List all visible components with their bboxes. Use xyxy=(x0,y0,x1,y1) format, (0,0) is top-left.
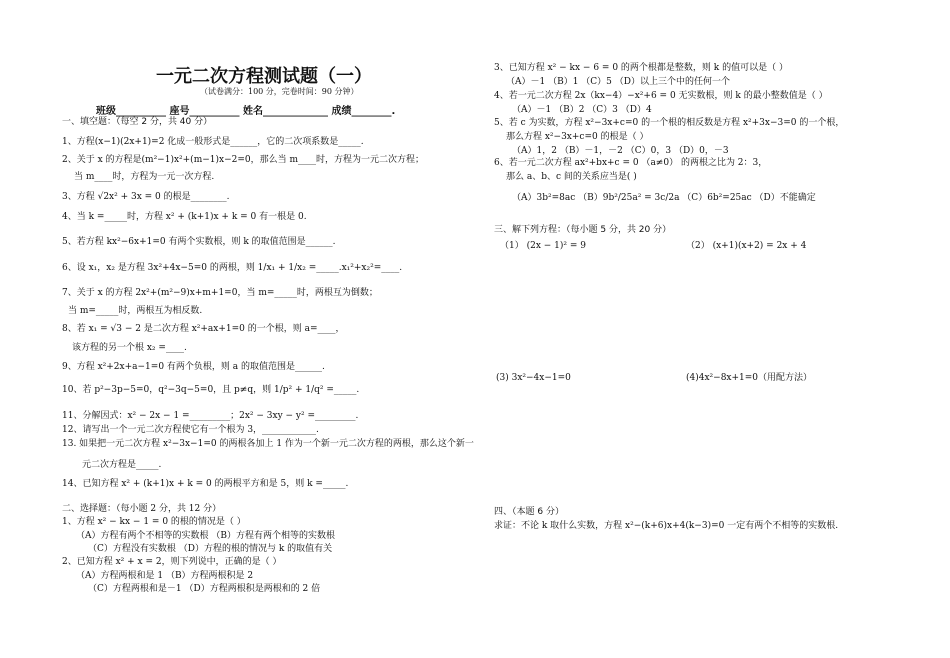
exam-info: （试卷满分：100 分，完卷时间：90 分钟） xyxy=(200,87,359,96)
question: 8、若 x₁ = √3 − 2 是二次方程 x²+ax+1=0 的一个根，则 a=____， xyxy=(62,324,345,334)
question: 10、若 p²−3p−5=0，q²−3q−5=0，且 p≠q，则 1/p² + 1/q² =_____. xyxy=(62,385,360,395)
question-cont: 当 m=_____时，两根互为相反数. xyxy=(68,306,203,316)
section-heading: 一、填空题：（每空 2 分，共 40 分） xyxy=(62,117,213,127)
question: 求证：不论 k 取什么实数，方程 x²−(k+6)x+4(k−3)=0 一定有两个不相等的实数根. xyxy=(494,521,839,531)
question: 14、已知方程 x² + (k+1)x + k = 0 的两根平方和是 5，则 k =_____. xyxy=(62,479,349,489)
question: 3、方程 √2x² + 3x = 0 的根是________. xyxy=(62,192,230,202)
question: 2、关于 x 的方程是(m²−1)x²+(m−1)x−2=0，那么当 m____时，方程为一元二次方程； xyxy=(62,155,425,165)
option-line: （A）1，2 （B）－1，－2 （C）0，3 （D）0，－3 xyxy=(512,146,729,156)
question: 9、方程 x²+2x+a−1=0 有两个负根，则 a 的取值范围是______. xyxy=(62,362,325,372)
question: 13. 如果把一元二次方程 x²−3x−1=0 的两根各加上 1 作为一个新一元二次方程的两根，那么这个新一 xyxy=(62,439,474,449)
option-line: （A）－1 （B）1 （C）5 （D）以上三个中的任何一个 xyxy=(506,77,730,87)
option-line: （A）方程有两个不相等的实数根 （B）方程有两个相等的实数根 xyxy=(76,531,335,541)
equation: （1） (2x − 1)² = 9 xyxy=(500,241,586,251)
question: 4、当 k =_____时，方程 x² + (k+1)x + k = 0 有一根是 0. xyxy=(62,212,307,222)
question: 3、已知方程 x² − kx − 6 = 0 的两个根都是整数，则 k 的值可以是（ ） xyxy=(494,63,788,73)
question-cont: 那么方程 x²−3x+c=0 的根是（ ） xyxy=(506,132,649,142)
equation: (4)4x²−8x+1=0（用配方法） xyxy=(686,373,813,383)
option-line: （A）－1 （B）2 （C）3 （D）4 xyxy=(512,105,652,115)
question: 6、设 x₁，x₂ 是方程 3x²+4x−5=0 的两根，则 1/x₁ + 1/x₂ =_____.x₁²+x₂²=____. xyxy=(62,263,403,273)
question-cont: 那么 a、b、c 间的关系应当是( ) xyxy=(506,172,637,182)
question: 2、已知方程 x² + x = 2，则下列说中，正确的是（ ） xyxy=(62,557,282,567)
question: 1、方程(x−1)(2x+1)=2 化成一般形式是______，它的二次项系数是_____. xyxy=(62,137,364,147)
question: 12、请写出一个一元二次方程使它有一个根为 3，____________. xyxy=(62,425,319,435)
question-cont: 元二次方程是_____. xyxy=(82,460,162,470)
section-heading: 三、解下列方程：（每小题 5 分，共 20 分） xyxy=(494,225,672,235)
section-heading: 四、（本题 6 分） xyxy=(494,507,564,517)
question: 5、若 c 为实数，方程 x²−3x+c=0 的一个根的相反数是方程 x²+3x−3=0 的一个根， xyxy=(494,118,845,128)
equation: （2） (x+1)(x+2) = 2x + 4 xyxy=(686,241,807,251)
option-line: （A）3b²=8ac （B）9b²/25a² = 3c/2a （C）6b²=25ac （D）不能确定 xyxy=(512,193,816,203)
question: 4、若一元二次方程 2x（kx−4）−x²+6 = 0 无实数根，则 k 的最小整数值是（ ） xyxy=(494,91,828,101)
question: 7、关于 x 的方程 2x²+(m²−9)x+m+1=0，当 m=_____时，两根互为倒数； xyxy=(62,288,378,298)
question: 6、若一元二次方程 ax²+bx+c = 0 （a≠0） 的两根之比为 2：3， xyxy=(494,158,768,168)
student-info-line: 班级__________ 座号__________ 姓名_____________ 成绩________. xyxy=(96,106,396,117)
question: 5、若方程 kx²−6x+1=0 有两个实数根，则 k 的取值范围是______. xyxy=(62,237,336,247)
equation: (3) 3x²−4x−1=0 xyxy=(496,373,571,383)
option-line: （C）方程没有实数根 （D）方程的根的情况与 k 的取值有关 xyxy=(88,544,333,554)
question-cont: 该方程的另一个根 x₂ =____. xyxy=(72,343,187,353)
option-line: （A）方程两根和是 1 （B）方程两根积是 2 xyxy=(76,571,254,581)
question: 11、分解因式：x² − 2x − 1 =_________；2x² − 3xy − y² =_________. xyxy=(62,411,359,421)
question: 1、方程 x² − kx − 1 = 0 的根的情况是（ ） xyxy=(62,517,246,527)
page-title: 一元二次方程测试题（一） xyxy=(156,66,372,87)
section-heading: 二、选择题：（每小题 2 分，共 12 分） xyxy=(62,504,222,514)
question-cont: 当 m____时，方程为一元一次方程. xyxy=(74,172,215,182)
option-line: （C）方程两根和是－1 （D）方程两根积是两根和的 2 倍 xyxy=(88,584,321,594)
